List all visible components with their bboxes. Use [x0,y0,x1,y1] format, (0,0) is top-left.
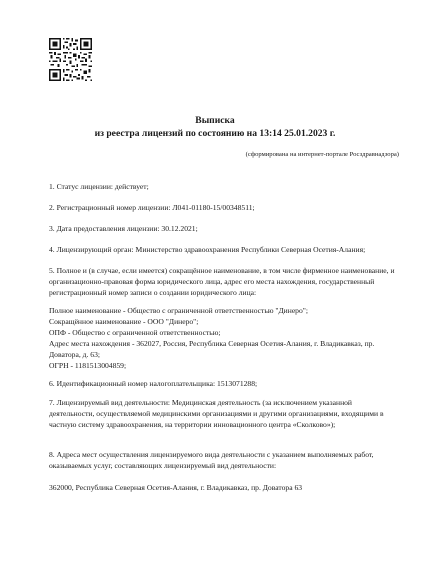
item-registration-number: 2. Регистрационный номер лицензии: Л041-01180-15/00348511; [49,203,255,212]
activity-address: 362000, Республика Северная Осетия-Алания, г. Владикавказ, пр. Доватора 63 [49,483,303,492]
item-licensing-authority: 4. Лицензирующий орган: Министерство здравоохранения Республики Северная Осетия-Алания; [49,245,366,254]
document-title: Выписка [195,115,235,126]
item-legal-entity-heading: 5. Полное и (в случае, если имеется) сокращённое наименование, в том числе фирменное наименование, и организационно-правовая форма юридического лица, адрес его места нахождения, государственный регистрационный номер записи о создании юридического лица: [49,266,395,297]
item-tax-id: 6. Идентификационный номер налогоплательщика: 1513071288; [49,379,258,388]
item-issue-date: 3. Дата предоставления лицензии: 30.12.2021; [49,224,198,233]
entity-address: Адрес места нахождения - 362027, Россия, Республика Северная Осетия-Алания, г. Владикавказ, пр. Доватора, д. 63; [49,339,375,359]
entity-legal-form: ОПФ - Общество с ограниченной ответственностью; [49,328,221,337]
entity-full-name: Полное наименование - Общество с ограниченной ответственностью "Динеро"; [49,306,308,315]
item-license-status: 1. Статус лицензии: действует; [49,182,149,191]
entity-ogrn: ОГРН - 1181513004859; [49,361,127,370]
document-subtitle: из реестра лицензий по состоянию на 13:14 25.01.2023 г. [94,128,336,139]
entity-short-name: Сокращённое наименование - ООО "Динеро"; [49,317,199,326]
source-note: (сформирована на интернет-портале Росздравнадзора) [245,151,399,158]
qr-code-icon [49,38,92,81]
item-licensed-activity: 7. Лицензируемый вид деятельности: Медицинская деятельность (за исключением указанной деятельности, осуществляемой медицинскими организациями и другими организациями, входящими в частную систему здравоохранения, на территории инновационного центра «Сколково»); [49,398,384,429]
item-activity-addresses: 8. Адреса мест осуществления лицензируемого вида деятельности с указанием выполняемых работ, оказываемых услуг, составляющих лицензируемый вид деятельности: [49,450,374,470]
